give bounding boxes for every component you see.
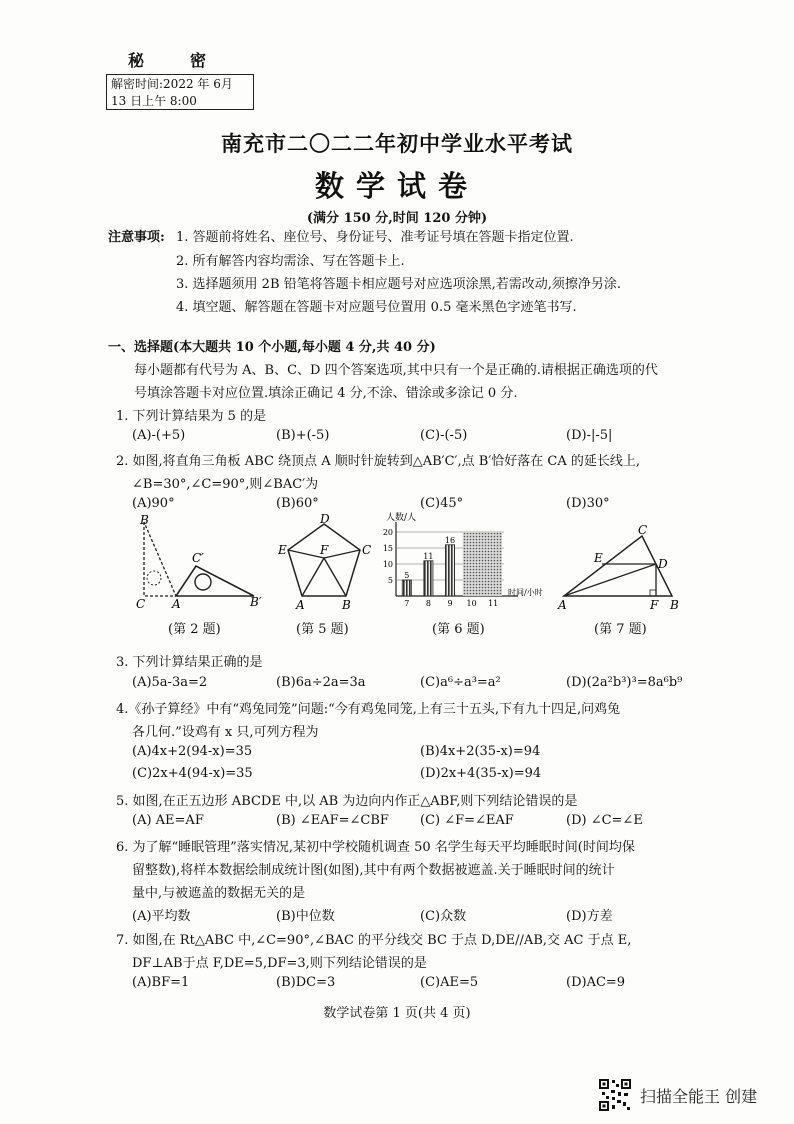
q6-option-a: (A)平均数: [132, 909, 191, 924]
chart-y-tick-label: 20: [382, 528, 393, 537]
fig5-label-e: E: [278, 543, 287, 557]
figure-q5: [278, 514, 374, 614]
q5-option-a: (A) AE=AF: [132, 813, 204, 828]
q5-option-c: (C) ∠F=∠EAF: [420, 813, 514, 828]
fig7-label-a: A: [558, 598, 567, 612]
fig5-label-c: C: [362, 543, 372, 557]
q6-stem-line: 量中,与被遮盖的数据无关的是: [132, 886, 306, 901]
q7-option-d: (D)AC=9: [566, 975, 626, 990]
q5-option-d: (D) ∠C=∠E: [566, 813, 643, 828]
chart-x-tick-label: 9: [447, 599, 453, 608]
q1-option-a: (A)-(+5): [132, 428, 186, 443]
page-footer: 数学试卷第 1 页(共 4 页): [323, 1006, 471, 1021]
chart-bar: [424, 561, 433, 596]
note-item: 1. 答题前将姓名、座位号、身份证号、准考证号填在答题卡指定位置.: [176, 230, 574, 245]
fig2-label-a: A: [172, 597, 181, 611]
chart-x-tick-label: 7: [404, 599, 410, 608]
caption-q7: (第 7 题): [594, 622, 647, 637]
q3-option-d: (D)(2a²b³)³=8a⁶b⁹: [566, 675, 683, 690]
scanner-watermark: [598, 1078, 757, 1112]
chart-bar: [402, 580, 411, 596]
q2-option-b: (B)60°: [276, 496, 319, 511]
q7-option-a: (A)BF=1: [132, 975, 190, 990]
chart-y-tick-label: 5: [387, 576, 393, 585]
subject-title: 数学试卷: [314, 169, 479, 203]
q6-option-d: (D)方差: [566, 909, 613, 924]
note-item: 2. 所有解答内容均需涂、写在答题卡上.: [176, 254, 405, 269]
secret-char-2: 密: [190, 51, 209, 70]
q2-stem-line: ∠B=30°,∠C=90°,则∠BAC′为: [132, 477, 319, 492]
note-item: 4. 填空题、解答题在答题卡对应题号位置用 0.5 毫米黑色字迹笔书写.: [176, 300, 577, 315]
fig7-label-c: C: [638, 523, 648, 537]
fig5-label-f: F: [320, 543, 329, 557]
chart-y-axis-label: 人数/人: [386, 513, 417, 523]
fig7-label-b: B: [670, 598, 679, 612]
chart-x-tick-label: 10: [466, 599, 477, 608]
chart-x-tick-label: 8: [425, 599, 431, 608]
chart-y-tick-label: 15: [382, 544, 393, 553]
fig5-label-a: A: [296, 598, 305, 612]
caption-q6: (第 6 题): [432, 622, 485, 637]
caption-q5: (第 5 题): [296, 622, 349, 637]
fig7-label-f: F: [650, 598, 659, 612]
q6-option-b: (B)中位数: [276, 909, 335, 924]
section-heading: 一、选择题(本大题共 10 个小题,每小题 4 分,共 40 分): [108, 340, 436, 355]
figure-q7: [556, 524, 686, 614]
chart-y-tick-label: 10: [382, 560, 393, 569]
fig5-label-b: B: [342, 598, 351, 612]
note-item: 3. 选择题须用 2B 铅笔将答题卡相应题号对应选项涂黑,若需改动,须擦净另涂.: [176, 277, 622, 292]
q2-option-a: (A)90°: [132, 496, 175, 511]
q4-option-a: (A)4x+2(94-x)=35: [132, 744, 253, 759]
score-time-info: (满分 150 分,时间 120 分钟): [306, 211, 488, 226]
chart-data-label: 16: [444, 535, 456, 545]
q7-option-c: (C)AE=5: [420, 975, 479, 990]
caption-q2: (第 2 题): [168, 622, 221, 637]
secret-mark: [128, 48, 252, 71]
exam-title: 南充市二〇二二年初中学业水平考试: [221, 131, 573, 156]
q3-option-a: (A)5a-3a=2: [132, 675, 208, 690]
q7-stem-line: DF⊥AB于点 F,DE=5,DF=3,则下列结论错误的是: [132, 956, 427, 971]
fig2-label-c: C: [136, 597, 146, 611]
figure-q2: [130, 514, 270, 614]
q6-stem-line: 6. 为了解“睡眠管理”落实情况,某初中学校随机调查 50 名学生每天平均睡眠时间(时间均保: [116, 840, 635, 855]
q1-option-c: (C)-(-5): [420, 428, 468, 443]
q4-option-b: (B)4x+2(35-x)=94: [420, 744, 541, 759]
q6-option-c: (C)众数: [420, 909, 467, 924]
fig5-label-d: D: [320, 512, 330, 526]
fig2-label-b: B: [140, 513, 149, 527]
q4-option-c: (C)2x+4(94-x)=35: [132, 766, 253, 781]
figure-q6-chart: [376, 508, 546, 616]
q3-option-b: (B)6a÷2a=3a: [276, 675, 366, 690]
q3-option-c: (C)a⁶÷a³=a²: [420, 675, 501, 690]
section-intro-line: 号填涂答题卡对应位置.填涂正确记 4 分,不涂、错涂或多涂记 0 分.: [134, 386, 518, 401]
chart-covered-region: [463, 532, 502, 596]
q2-option-c: (C)45°: [420, 496, 464, 511]
q2-option-d: (D)30°: [566, 496, 610, 511]
q7-option-b: (B)DC=3: [276, 975, 336, 990]
q3-stem: 3. 下列计算结果正确的是: [116, 655, 263, 670]
fig2-label-b-prime: B′: [250, 595, 262, 609]
q5-stem: 5. 如图,在正五边形 ABCDE 中,以 AB 为边向内作正△ABF,则下列结论错误的是: [116, 794, 578, 809]
q1-option-d: (D)-|-5|: [566, 428, 613, 443]
q4-option-d: (D)2x+4(35-x)=94: [420, 766, 542, 781]
chart-x-axis-label: 时间/小时: [508, 588, 543, 597]
notes-label: 注意事项:: [108, 230, 165, 245]
qr-code-icon: [598, 1078, 632, 1112]
q2-stem-line: 2. 如图,将直角三角板 ABC 绕顶点 A 顺时针旋转到△AB′C′,点 B′恰好落在 CA 的延长线上,: [116, 454, 641, 469]
declassify-time-box: 解密时间:2022 年 6月 13 日上午 8:00: [106, 74, 254, 110]
q4-stem-line: 各几何.”设鸡有 x 只,可列方程为: [132, 725, 319, 740]
chart-bar: [445, 545, 454, 596]
watermark-text: 扫描全能王 创建: [640, 1086, 758, 1106]
q7-stem-line: 7. 如图,在 Rt△ABC 中,∠C=90°,∠BAC 的平分线交 BC 于点 D,DE//AB,交 AC 于点 E,: [116, 933, 632, 948]
chart-data-label: 11: [423, 551, 434, 561]
q5-option-b: (B) ∠EAF=∠CBF: [276, 813, 389, 828]
fig2-label-c-prime: C′: [192, 551, 204, 565]
chart-x-tick-label: 11: [488, 599, 499, 608]
secret-char-1: 秘: [128, 51, 147, 70]
fig7-label-d: D: [658, 557, 668, 571]
q1-option-b: (B)+(-5): [276, 428, 330, 443]
section-intro-line: 每小题都有代号为 A、B、C、D 四个答案选项,其中只有一个是正确的.请根据正确选项的代: [134, 363, 658, 378]
fig7-label-e: E: [594, 551, 603, 565]
chart-data-label: 5: [404, 571, 410, 580]
q6-stem-line: 留整数),将样本数据绘制成统计图(如图),其中有两个数据被遮盖.关于睡眠时间的统计: [132, 863, 615, 878]
q1-stem: 1. 下列计算结果为 5 的是: [116, 409, 267, 424]
q4-stem-line: 4.《孙子算经》中有“鸡兔同笼”问题:“今有鸡兔同笼,上有三十五头,下有九十四足,问鸡兔: [116, 702, 621, 717]
